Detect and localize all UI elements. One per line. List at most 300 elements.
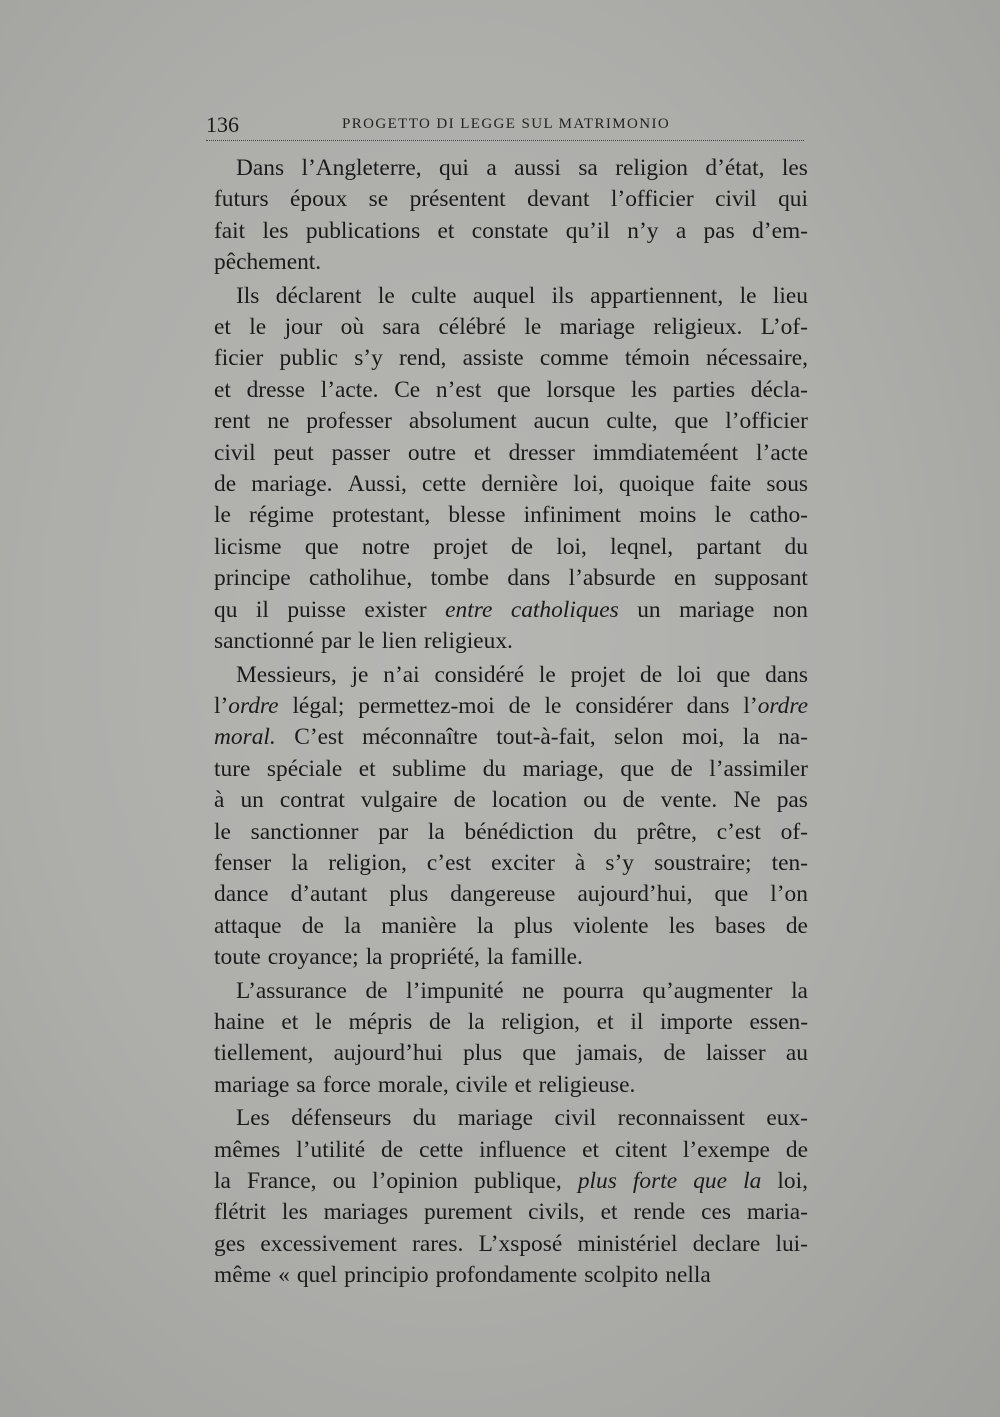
paragraph [214,660,808,974]
word: les [631,376,658,403]
word: tombe [430,565,490,592]
word: de [785,912,808,939]
word: l’officier [725,408,808,435]
word: le [314,1008,332,1035]
word: Messieurs, [236,661,337,688]
word: s’y [605,849,634,876]
word: le [377,282,395,309]
word: sublime [392,755,467,782]
page-header [206,112,806,138]
word: of- [780,818,808,845]
word: et [214,376,231,403]
word: mariage [214,1071,290,1098]
word: à [214,787,225,814]
word: haine [214,1008,265,1035]
word: absolument [408,408,517,435]
word: la [214,1168,231,1194]
word: Ils [236,282,260,309]
word: du [593,818,617,845]
word: exister [364,596,427,623]
word: location [491,787,568,814]
word: lorsque [546,376,616,403]
word: blesse [448,502,506,529]
text-line [214,406,808,437]
word: supposant [714,565,808,592]
word: toute [214,944,261,971]
word: comme [539,345,609,372]
word: il [255,596,269,623]
header-rule [206,140,804,141]
text-line [214,785,808,816]
word: un [240,787,264,814]
word: rent [214,408,251,435]
word: mariage, [522,755,604,782]
word: l’ordre [214,692,279,719]
word: auquel [472,282,536,309]
word: l’Angleterre, [301,155,422,181]
word: sa [296,1071,316,1098]
word: loi [676,661,702,688]
word: cette [422,471,467,498]
word: flétrit [214,1199,266,1226]
word: par [321,628,351,655]
word: rende [633,1199,686,1226]
word: professer [306,408,392,435]
word: les [668,912,695,939]
text-line [214,817,808,848]
word: mariage [559,314,635,341]
word: ne [267,408,290,435]
word: le [538,661,556,688]
paragraph [214,153,808,279]
word: dresse [246,376,306,403]
word: la [486,944,504,971]
text-line [214,660,808,691]
word: scolpito [584,1262,659,1289]
word: faite [709,471,752,498]
word: declare [692,1230,761,1257]
word: la [427,818,445,845]
word: c’est [716,818,761,845]
word: que [497,376,531,403]
word: public [279,345,338,372]
word: défenseurs [291,1105,392,1132]
word: civil [715,186,757,213]
word: nella [665,1262,711,1289]
word: outre [407,439,456,466]
word: religion [615,155,688,181]
word: prêtre, [636,818,697,845]
word: les [781,155,808,181]
word: plus [513,912,553,939]
word: eux- [766,1105,808,1132]
word: excessivement [260,1230,397,1257]
word: je [351,661,369,688]
word: ture [214,755,251,782]
word: se [368,186,389,213]
word: partant [696,533,762,560]
word: s’y [354,345,383,372]
word: l’ordre [743,692,808,719]
text-line [214,375,808,406]
word: de [453,787,476,814]
word: témoin [624,345,690,372]
word: manière [381,912,457,939]
word: reconnaissent [617,1105,745,1132]
word: que [674,408,709,435]
paragraph-gap [214,1292,808,1294]
paragraph [214,1103,808,1291]
word: civil [554,1105,597,1132]
word: quel [296,1262,338,1289]
word: loi, [573,471,604,498]
word: l’opinion [372,1168,458,1194]
text-line [214,153,808,184]
word: plus [389,881,429,908]
word: jamais, [576,1040,644,1067]
word: Les [236,1105,270,1132]
word: la [467,1008,485,1035]
word: ministériel [577,1230,678,1257]
word: profondamente [435,1262,578,1289]
word: Ne [733,787,761,814]
word: la [742,724,760,751]
word: forte [632,1168,678,1194]
word: l’utilité [296,1136,366,1163]
word: dangereuse [450,881,556,908]
word: laisser [705,1040,766,1067]
word: L’xsposé [478,1230,563,1257]
word: déclarent [275,282,362,309]
word: religieux. [653,314,743,341]
word: dans [507,565,551,592]
word: lien [381,628,417,655]
word: parties [672,376,736,403]
word: l’impunité [406,977,504,1004]
word: le [544,692,562,719]
text-line [214,532,808,563]
text-line [214,848,808,879]
word: de [663,1040,686,1067]
text-line [214,879,808,910]
word: décla- [750,376,808,403]
word: permettez-moi [358,692,495,719]
word: nécessaire, [706,345,808,372]
word: constate [471,217,549,244]
text-line [214,1070,808,1101]
text-line [214,281,808,312]
word: que [714,881,749,908]
word: ten- [771,849,808,876]
word: le [357,628,375,655]
word: de [670,755,693,782]
word: sanctionner [250,818,359,845]
word: protestant, [332,502,431,529]
word: de [785,1136,808,1163]
word: exciter [491,849,555,876]
word: de [381,1136,404,1163]
word: infiniment [523,502,622,529]
word: que [304,533,339,560]
word: ou [332,1168,356,1194]
word: influence [479,1136,567,1163]
text-line [214,247,808,278]
word: C’est [294,724,344,751]
word: la [743,1168,762,1194]
word: tiellement, [214,1040,314,1067]
word: lui- [775,1230,808,1257]
word: que [693,1168,727,1194]
word: d’état, [705,155,765,181]
word: bases [714,912,766,939]
word: de [365,977,388,1004]
word: civile [455,1071,508,1098]
word: de [214,471,237,498]
word: du [482,755,507,782]
word: moi, [681,724,725,751]
word: un [637,596,661,623]
word: sara [382,314,421,341]
word: méconnaître [362,724,478,751]
text-line [214,1229,808,1260]
word: et [358,755,376,782]
word: que [620,755,655,782]
word: soustraire; [654,849,752,876]
word: lieu [772,282,808,309]
word: Aussi, [347,471,407,498]
word: l’acte [756,439,808,466]
word: sa [578,155,598,181]
word: mariage [457,1105,534,1132]
word: d’em- [752,217,808,244]
word: pourra [562,977,624,1004]
word: n’est [435,376,482,403]
word: au [785,1040,808,1067]
word: pas [776,787,808,814]
word: religion, [501,1008,580,1035]
word: mêmes [214,1136,281,1163]
word: mépris [348,1008,413,1035]
word: la [476,912,494,939]
word: L’assurance [236,977,347,1004]
word: les [281,1199,308,1226]
word: fenser [214,849,272,876]
word: ces [701,1199,731,1226]
word: le [249,314,267,341]
word: loi, [556,533,587,560]
word: aujourd’hui, [577,881,693,908]
word: attaque [214,912,282,939]
word: célébré [438,314,506,341]
word: notre [361,533,410,560]
word: catho- [749,502,808,529]
word: projet [433,533,488,560]
text-line [214,976,808,1007]
word: licisme [214,533,282,560]
word: l’officier [610,186,694,213]
word: par [378,818,409,845]
word: civils, [528,1199,585,1226]
word: et [582,1136,600,1163]
running-title: PROGETTO DI LEGGE SUL MATRIMONIO [342,116,671,132]
paragraph [214,976,808,1102]
word: appartiennent, [590,282,724,309]
text-line [214,1166,808,1197]
word: selon [614,724,664,751]
word: le [214,818,231,845]
word: qu [214,596,238,623]
word: na- [778,724,808,751]
text-line [214,754,808,785]
word: aussi [514,155,561,181]
word: la [791,977,808,1004]
word: catholiques [510,596,619,623]
word: époux [290,186,348,213]
word: le [714,502,732,529]
word: publications [305,217,421,244]
word: les [262,217,289,244]
word: bénédiction [464,818,574,845]
word: présentent [409,186,506,213]
word: violente [573,912,649,939]
word: n’ai [383,661,420,688]
word: en [673,565,697,592]
word: projet [570,661,626,688]
word: le [739,282,757,309]
text-line [214,438,808,469]
word: spéciale [266,755,343,782]
word: Ce [394,376,421,403]
word: de [301,912,324,939]
word: principio [344,1262,429,1289]
word: passer [331,439,391,466]
word: rares. [412,1230,464,1257]
word: principe [214,565,291,592]
word: le [214,502,231,529]
word: et [514,1071,532,1098]
word: pêchement. [214,249,322,276]
word: qu’il [565,217,610,244]
word: la [291,849,309,876]
word: sanctionné [214,628,315,655]
text-line [214,1103,808,1134]
text-line [214,691,808,722]
word: religieux. [423,628,513,655]
word: de [428,1008,452,1035]
word: l’acte. [320,376,379,403]
word: fait [214,217,246,244]
word: quoique [619,471,695,498]
word: futurs [214,186,269,213]
text-line [214,911,808,942]
text-line [214,469,808,500]
word: de [508,692,531,719]
word: « [278,1262,290,1289]
word: même [214,1262,272,1289]
word: le [524,314,542,341]
word: morale, [377,1071,449,1098]
paragraph [214,281,808,658]
word: L’of- [760,314,808,341]
word: religion, [328,849,407,876]
word: Dans [236,155,285,181]
word: rend, [398,345,447,372]
word: sous [766,471,808,498]
word: a [675,217,687,244]
word: dans [765,661,808,688]
word: plus [463,1040,503,1067]
text-line [214,312,808,343]
word: assiste [462,345,524,372]
text-line [214,563,808,594]
word: dresser [508,439,575,466]
word: qui [439,155,469,181]
word: puisse [287,596,346,623]
word: l’exempe [682,1136,770,1163]
word: culte [411,282,457,309]
word: France, [247,1168,317,1194]
word: et [214,314,231,341]
word: du [784,533,808,560]
text-line [214,595,808,626]
word: loi, [777,1168,808,1194]
word: qu’augmenter [642,977,773,1004]
word: aucun [533,408,590,435]
word: catholihue, [308,565,413,592]
word: la [344,912,361,939]
word: citent [615,1136,667,1163]
word: aujourd’hui [333,1040,443,1067]
word: contrat [279,787,345,814]
word: régime [249,502,314,529]
word: dance [214,881,269,908]
word: entre [445,596,493,623]
word: jour [284,314,323,341]
word: de [640,661,663,688]
word: et [437,217,455,244]
word: essen- [749,1008,808,1035]
text-line [214,722,808,753]
word: maria- [746,1199,808,1226]
word: ficier [214,345,264,372]
word: importe [660,1008,733,1035]
word: du [412,1105,437,1132]
word: cette [419,1136,464,1163]
word: que [522,1040,557,1067]
word: plus [577,1168,617,1194]
word: considéré [434,661,525,688]
word: de [622,787,645,814]
text-line [214,343,808,374]
body-text [214,153,808,1294]
word: et [281,1008,299,1035]
word: considérer [575,692,673,719]
word: ne [522,977,545,1004]
word: devant [527,186,590,213]
word: moins [639,502,697,529]
word: tout-à-fait, [496,724,596,751]
word: non [772,596,808,623]
word: qui [778,186,808,213]
word: mariage. [251,471,333,498]
text-line [214,1260,808,1291]
word: dernière [481,471,559,498]
word: moral. [214,724,276,751]
word: c’est [426,849,472,876]
text-line [214,626,808,657]
word: famille. [510,944,583,971]
word: et [600,1199,618,1226]
